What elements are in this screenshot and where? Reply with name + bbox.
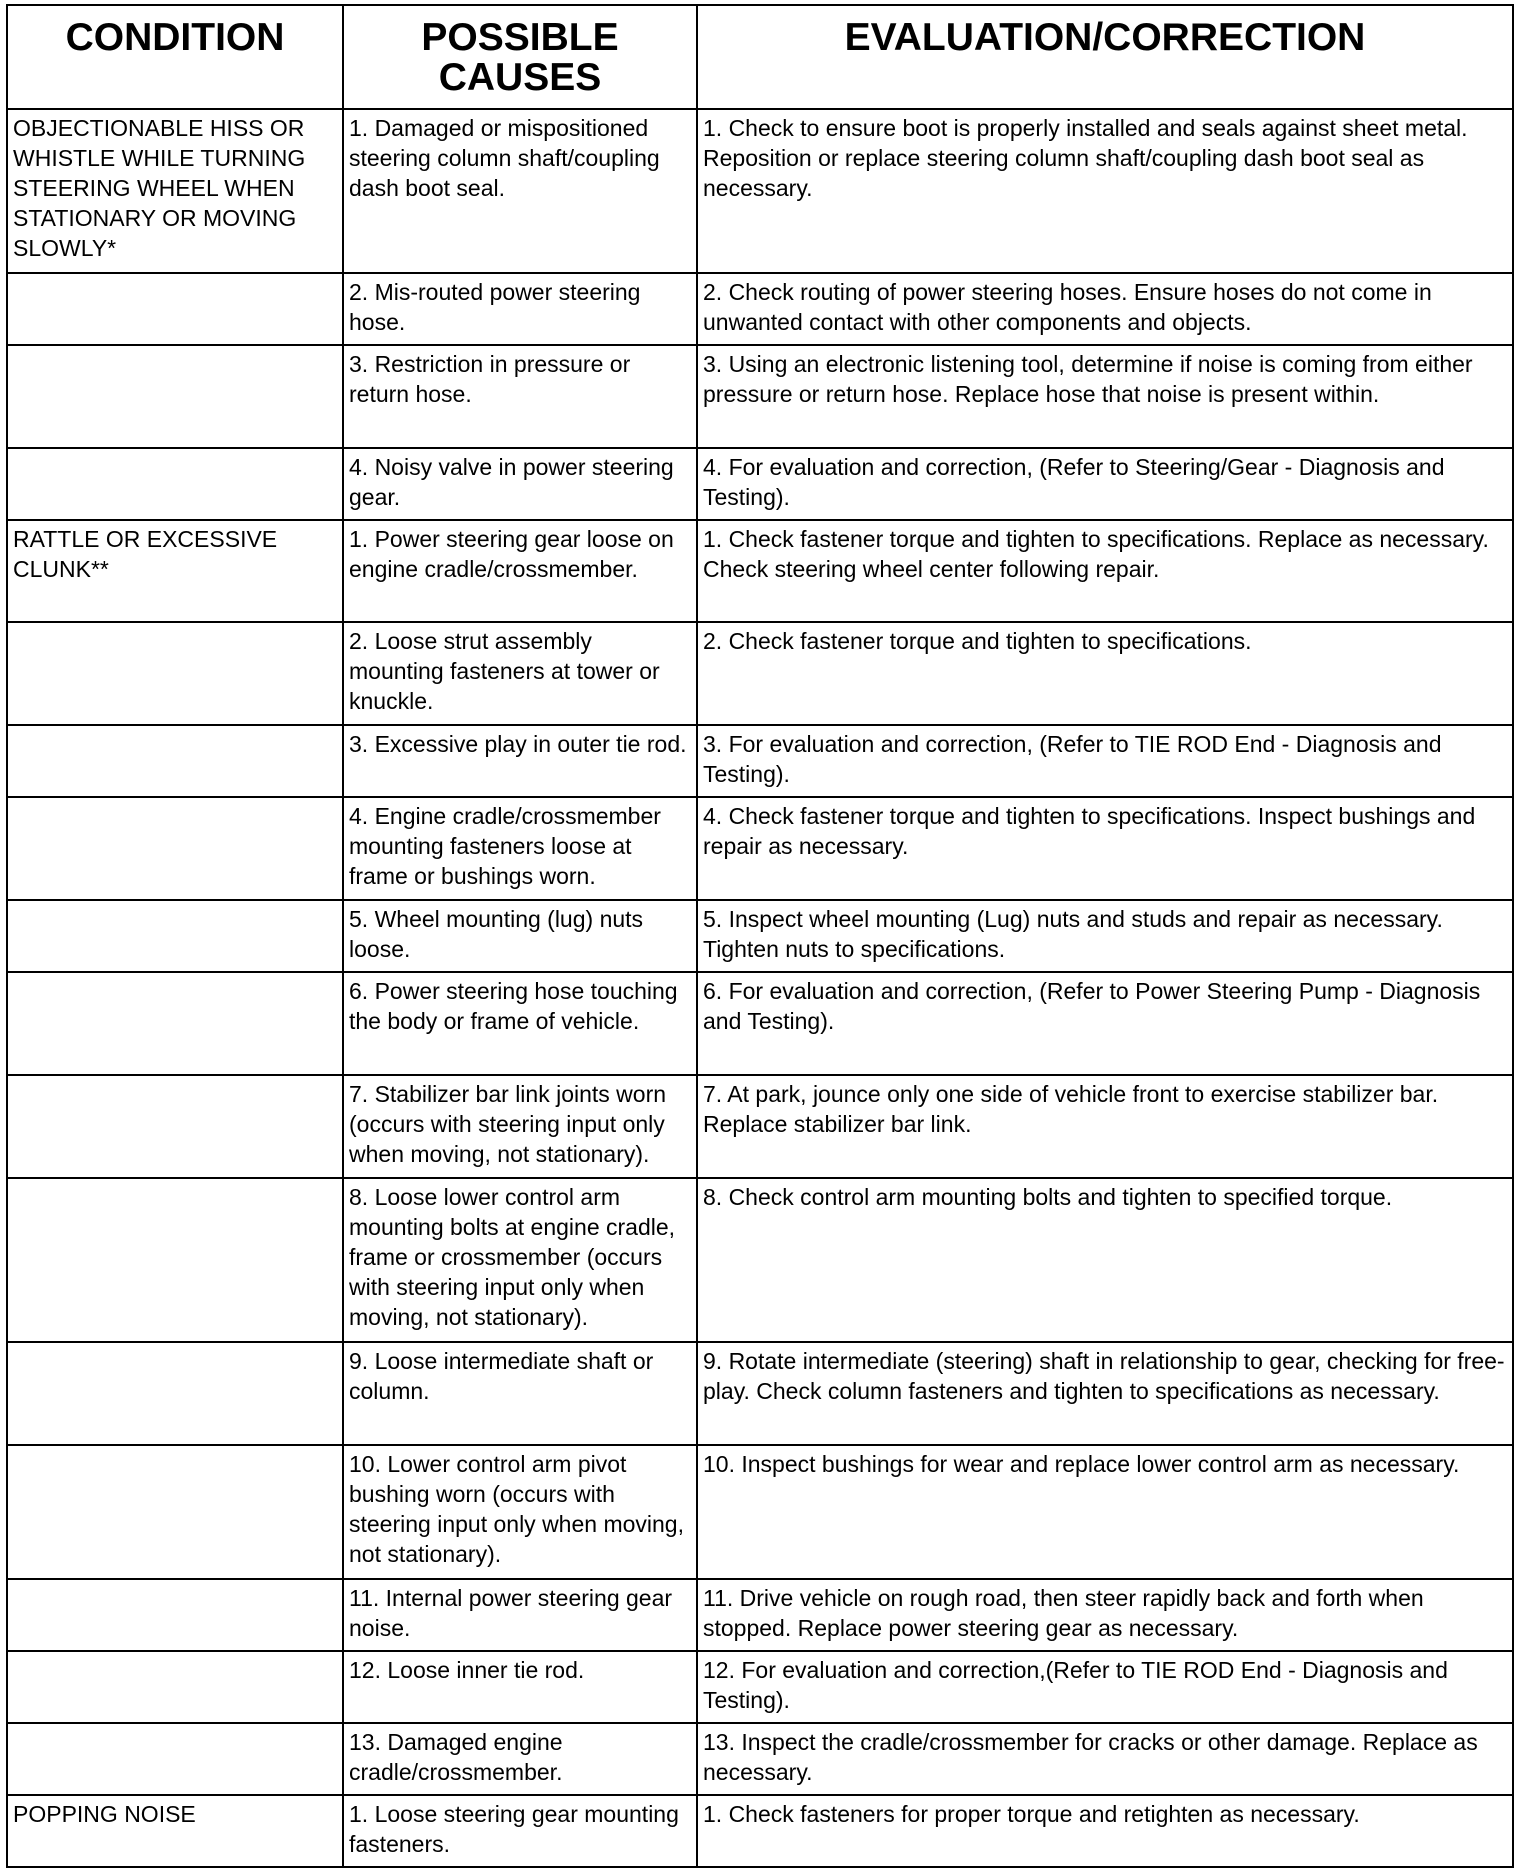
evaluation-cell: 8. Check control arm mounting bolts and tighten to specified torque. bbox=[697, 1178, 1513, 1342]
evaluation-cell: 9. Rotate intermediate (steering) shaft in relationship to gear, checking for free-play. Check column fasteners and tighten to specifications as necessary. bbox=[697, 1342, 1513, 1445]
cause-cell: 3. Restriction in pressure or return hose. bbox=[343, 345, 697, 448]
condition-cell bbox=[7, 1342, 343, 1445]
condition-cell bbox=[7, 972, 343, 1075]
condition-cell bbox=[7, 1178, 343, 1342]
evaluation-cell: 4. Check fastener torque and tighten to specifications. Inspect bushings and repair as necessary. bbox=[697, 797, 1513, 900]
condition-cell: RATTLE OR EXCESSIVE CLUNK** bbox=[7, 520, 343, 622]
table-row bbox=[7, 1795, 1513, 1867]
header-row bbox=[7, 5, 1513, 109]
evaluation-cell: 12. For evaluation and correction,(Refer to TIE ROD End - Diagnosis and Testing). bbox=[697, 1651, 1513, 1723]
cause-cell: 10. Lower control arm pivot bushing worn (occurs with steering input only when moving, not stationary). bbox=[343, 1445, 697, 1579]
table-row bbox=[7, 1651, 1513, 1723]
table-row bbox=[7, 273, 1513, 345]
condition-cell bbox=[7, 1579, 343, 1651]
condition-cell bbox=[7, 1723, 343, 1795]
condition-cell bbox=[7, 725, 343, 797]
evaluation-cell: 2. Check routing of power steering hoses. Ensure hoses do not come in unwanted contact with other components and objects. bbox=[697, 273, 1513, 345]
evaluation-cell: 7. At park, jounce only one side of vehicle front to exercise stabilizer bar. Replace stabilizer bar link. bbox=[697, 1075, 1513, 1178]
condition-cell bbox=[7, 345, 343, 448]
table-row bbox=[7, 448, 1513, 520]
table-row bbox=[7, 1445, 1513, 1579]
table-row bbox=[7, 1342, 1513, 1445]
table-row bbox=[7, 622, 1513, 725]
condition-cell bbox=[7, 622, 343, 725]
table-row bbox=[7, 972, 1513, 1075]
condition-cell bbox=[7, 448, 343, 520]
evaluation-cell: 13. Inspect the cradle/crossmember for cracks or other damage. Replace as necessary. bbox=[697, 1723, 1513, 1795]
condition-cell: POPPING NOISE bbox=[7, 1795, 343, 1867]
evaluation-cell: 10. Inspect bushings for wear and replace lower control arm as necessary. bbox=[697, 1445, 1513, 1579]
table-row bbox=[7, 1723, 1513, 1795]
evaluation-cell: 1. Check to ensure boot is properly installed and seals against sheet metal. Reposition or replace steering column shaft/coupling dash boot seal as necessary. bbox=[697, 109, 1513, 273]
header-evaluation-correction: EVALUATION/CORRECTION bbox=[697, 5, 1513, 109]
table-row bbox=[7, 1579, 1513, 1651]
cause-cell: 1. Power steering gear loose on engine cradle/crossmember. bbox=[343, 520, 697, 622]
table-row bbox=[7, 520, 1513, 622]
evaluation-cell: 5. Inspect wheel mounting (Lug) nuts and studs and repair as necessary. Tighten nuts to specifications. bbox=[697, 900, 1513, 972]
evaluation-cell: 6. For evaluation and correction, (Refer to Power Steering Pump - Diagnosis and Testing). bbox=[697, 972, 1513, 1075]
cause-cell: 13. Damaged engine cradle/crossmember. bbox=[343, 1723, 697, 1795]
evaluation-cell: 1. Check fasteners for proper torque and retighten as necessary. bbox=[697, 1795, 1513, 1867]
condition-cell bbox=[7, 273, 343, 345]
cause-cell: 9. Loose intermediate shaft or column. bbox=[343, 1342, 697, 1445]
evaluation-cell: 3. Using an electronic listening tool, determine if noise is coming from either pressure or return hose. Replace hose that noise is present within. bbox=[697, 345, 1513, 448]
condition-cell: OBJECTIONABLE HISS OR WHISTLE WHILE TURNING STEERING WHEEL WHEN STATIONARY OR MOVING SLOWLY* bbox=[7, 109, 343, 273]
evaluation-cell: 4. For evaluation and correction, (Refer to Steering/Gear - Diagnosis and Testing). bbox=[697, 448, 1513, 520]
header-condition: CONDITION bbox=[7, 5, 343, 109]
condition-cell bbox=[7, 797, 343, 900]
header-possible-causes: POSSIBLE CAUSES bbox=[343, 5, 697, 109]
cause-cell: 2. Mis-routed power steering hose. bbox=[343, 273, 697, 345]
evaluation-cell: 11. Drive vehicle on rough road, then steer rapidly back and forth when stopped. Replace power steering gear as necessary. bbox=[697, 1579, 1513, 1651]
table-row bbox=[7, 797, 1513, 900]
evaluation-cell: 3. For evaluation and correction, (Refer to TIE ROD End - Diagnosis and Testing). bbox=[697, 725, 1513, 797]
cause-cell: 6. Power steering hose touching the body or frame of vehicle. bbox=[343, 972, 697, 1075]
condition-cell bbox=[7, 1075, 343, 1178]
cause-cell: 11. Internal power steering gear noise. bbox=[343, 1579, 697, 1651]
evaluation-cell: 1. Check fastener torque and tighten to specifications. Replace as necessary. Check steering wheel center following repair. bbox=[697, 520, 1513, 622]
table-row bbox=[7, 1075, 1513, 1178]
table-row bbox=[7, 900, 1513, 972]
cause-cell: 5. Wheel mounting (lug) nuts loose. bbox=[343, 900, 697, 972]
evaluation-cell: 2. Check fastener torque and tighten to specifications. bbox=[697, 622, 1513, 725]
diagnosis-table bbox=[6, 4, 1514, 1868]
cause-cell: 1. Damaged or mispositioned steering column shaft/coupling dash boot seal. bbox=[343, 109, 697, 273]
cause-cell: 12. Loose inner tie rod. bbox=[343, 1651, 697, 1723]
cause-cell: 4. Engine cradle/crossmember mounting fasteners loose at frame or bushings worn. bbox=[343, 797, 697, 900]
table-row bbox=[7, 345, 1513, 448]
cause-cell: 2. Loose strut assembly mounting fasteners at tower or knuckle. bbox=[343, 622, 697, 725]
table-row bbox=[7, 725, 1513, 797]
cause-cell: 8. Loose lower control arm mounting bolts at engine cradle, frame or crossmember (occurs with steering input only when moving, not stationary). bbox=[343, 1178, 697, 1342]
cause-cell: 4. Noisy valve in power steering gear. bbox=[343, 448, 697, 520]
condition-cell bbox=[7, 1445, 343, 1579]
table-row bbox=[7, 109, 1513, 273]
cause-cell: 3. Excessive play in outer tie rod. bbox=[343, 725, 697, 797]
condition-cell bbox=[7, 900, 343, 972]
table-row bbox=[7, 1178, 1513, 1342]
condition-cell bbox=[7, 1651, 343, 1723]
cause-cell: 1. Loose steering gear mounting fasteners. bbox=[343, 1795, 697, 1867]
cause-cell: 7. Stabilizer bar link joints worn (occurs with steering input only when moving, not stationary). bbox=[343, 1075, 697, 1178]
